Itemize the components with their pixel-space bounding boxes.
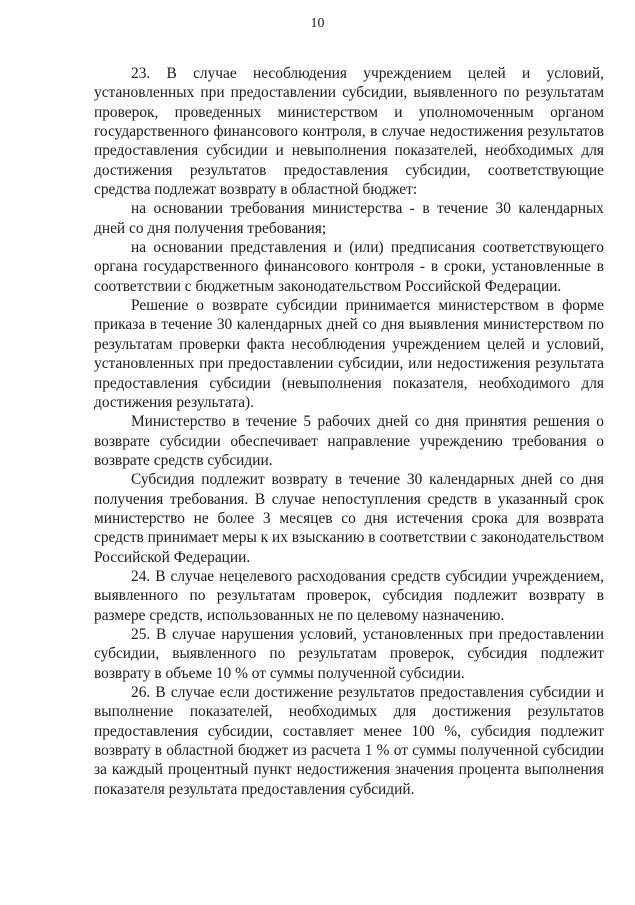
paragraph-refund-deadline: Субсидия подлежит возврату в течение 30 календарных дней со дня получения требования. В случае непоступления средств в указанный срок министерство не более 3 месяцев со дня истечения срока для возврата средств принимает меры к их взысканию в соответствии с законодательством Российской Федерации. bbox=[94, 471, 604, 566]
document-body bbox=[94, 64, 604, 799]
paragraph-ministry-requirement: на основании требования министерства - в течение 30 календарных дней со дня получения требования; bbox=[94, 200, 604, 237]
paragraph-refund-decision: Решение о возврате субсидии принимается министерством в форме приказа в течение 30 календарных дней со дня выявления министерством по результатам проверки факта несоблюдения учреждением целей и условий, установленных при предоставлении субсидии, или недостижения результата предоставления субсидии (невыполнения показателя, необходимого для достижения результата). bbox=[94, 297, 604, 411]
paragraph-23: 23. В случае несоблюдения учреждением целей и условий, установленных при предоставлении субсидии, выявленного по результатам проверок, проведенных министерством и уполномоченным органом государственного финансового контроля, в случае недостижения результатов предоставления субсидии и невыполнения показателей, необходимых для достижения результатов предоставления субсидии, соответствующие средства подлежат возврату в областной бюджет: bbox=[94, 65, 604, 199]
paragraph-refund-notice: Министерство в течение 5 рабочих дней со дня принятия решения о возврате субсидии обеспечивает направление учреждению требования о возврате средств субсидии. bbox=[94, 413, 604, 469]
paragraph-control-body-order: на основании представления и (или) предписания соответствующего органа государственного финансового контроля - в сроки, установленные в соответствии с бюджетным законодательством Российской Федерации. bbox=[94, 239, 604, 295]
paragraph-25: 25. В случае нарушения условий, установленных при предоставлении субсидии, выявленного по результатам проверок, субсидия подлежит возврату в объеме 10 % от суммы полученной субсидии. bbox=[94, 625, 604, 682]
paragraph-26: 26. В случае если достижение результатов предоставления субсидии и выполнение показателей, необходимых для достижения результатов предоставления субсидии, составляет менее 100 %, субсидия подлежит возврату в областной бюджет из расчета 1 % от суммы полученной субсидии за каждый процентный пункт недостижения значения процента выполнения показателя результата предоставления субсидий. bbox=[94, 684, 604, 798]
page-number: 10 bbox=[310, 16, 325, 31]
paragraph-24: 24. В случае нецелевого расходования средств субсидии учреждением, выявленного по результатам проверок, субсидия подлежит возврату в размере средств, использованных не по целевому назначению. bbox=[94, 567, 604, 624]
